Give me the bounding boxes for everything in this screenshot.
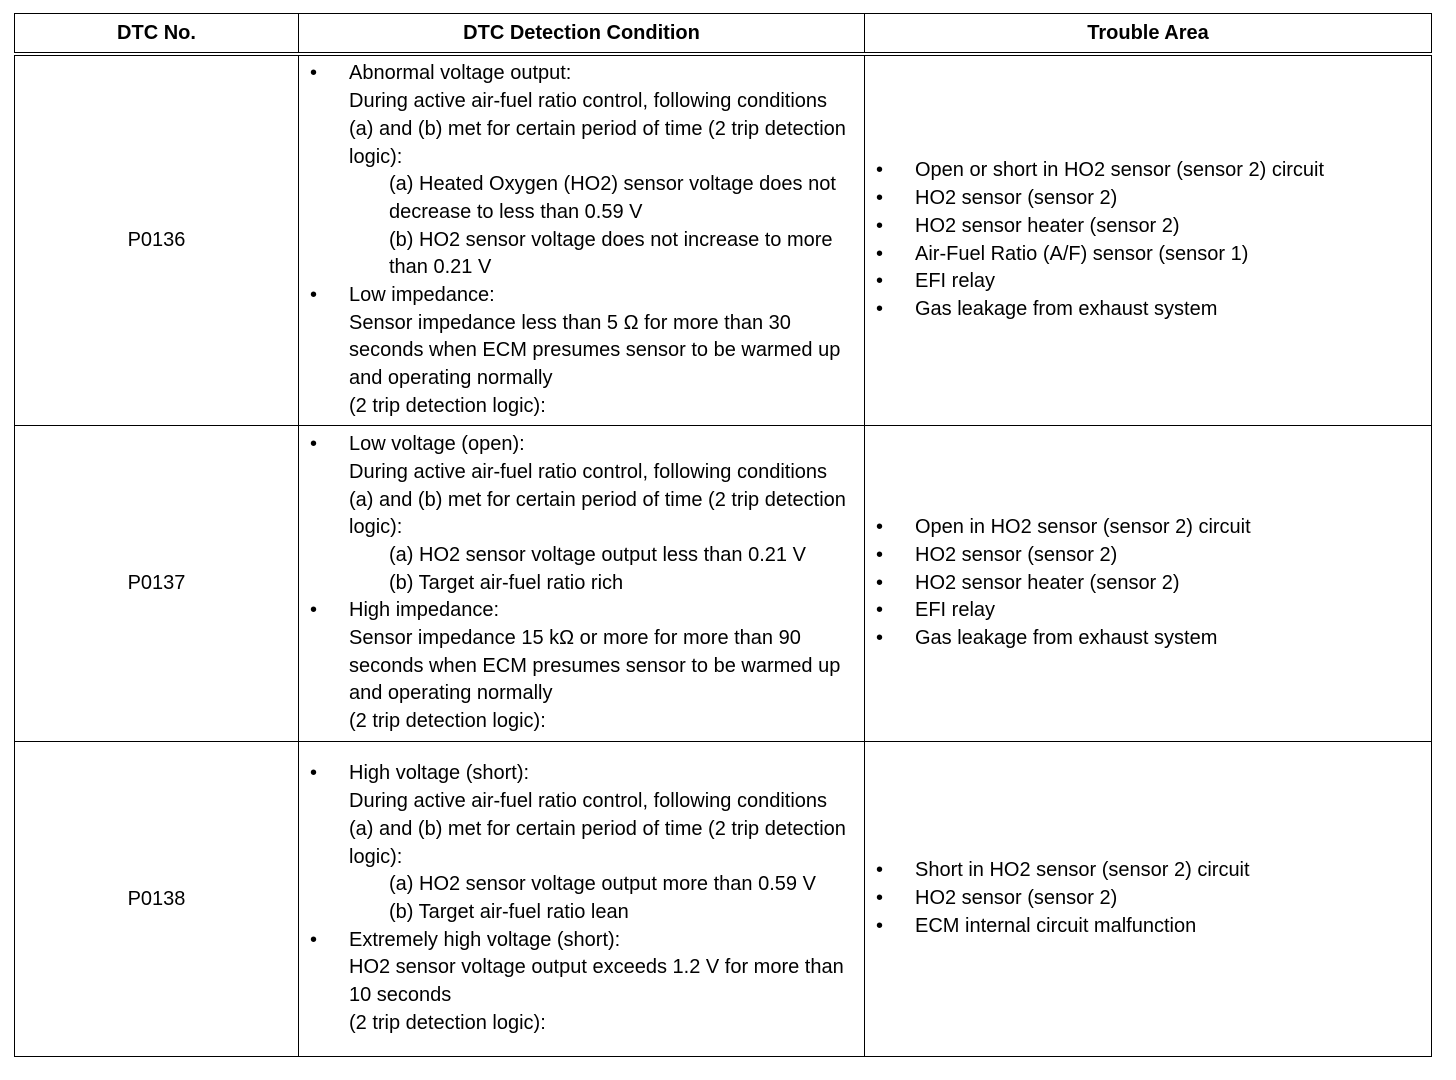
table-row [15, 742, 1432, 1057]
trouble-item: • HO2 sensor heater (sensor 2) [865, 570, 1431, 598]
trouble-area-cell [865, 54, 1432, 426]
trouble-item: • HO2 sensor (sensor 2) [865, 885, 1431, 913]
trouble-item: • EFI relay [865, 597, 1431, 625]
condition-description: HO2 sensor voltage output exceeds 1.2 V for more than 10 seconds [349, 956, 844, 1007]
condition-sub-item: (a) Heated Oxygen (HO2) sensor voltage does not decrease to less than 0.59 V [389, 173, 836, 223]
trouble-item: • ECM internal circuit malfunction [865, 913, 1431, 941]
trouble-item: • Air-Fuel Ratio (A/F) sensor (sensor 1) [865, 241, 1431, 269]
condition-sub-item: (b) Target air-fuel ratio lean [389, 901, 629, 923]
condition-description: During active air-fuel ratio control, following conditions (a) and (b) met for certain period of time (2 trip detection logic): [349, 460, 846, 539]
header-trouble-area: Trouble Area [865, 14, 1432, 55]
trouble-area-cell [865, 742, 1432, 1057]
detection-condition-cell [299, 54, 865, 426]
condition-item [299, 431, 852, 597]
condition-item [299, 60, 852, 282]
condition-title: • Extremely high voltage (short): [349, 928, 621, 951]
condition-description: During active air-fuel ratio control, following conditions (a) and (b) met for certain period of time (2 trip detection logic): [349, 790, 846, 868]
condition-description: Sensor impedance 15 kΩ or more for more than 90 seconds when ECM presumes sensor to be warmed up and operating normally [349, 627, 841, 705]
trouble-item: • Gas leakage from exhaust system [865, 625, 1431, 653]
table-row [15, 426, 1432, 742]
condition-item [299, 282, 852, 421]
condition-list [299, 60, 864, 420]
condition-item [299, 927, 852, 1038]
trouble-area-cell [865, 426, 1432, 742]
condition-logic: (2 trip detection logic): [349, 1011, 546, 1034]
condition-sub-item: (a) HO2 sensor voltage output less than 0.21 V [389, 543, 806, 566]
dtc-code: P0137 [15, 426, 299, 742]
condition-description: During active air-fuel ratio control, following conditions (a) and (b) met for certain period of time (2 trip detection logic): [349, 90, 846, 168]
detection-condition-cell [299, 742, 865, 1057]
trouble-item: • Short in HO2 sensor (sensor 2) circuit [865, 857, 1431, 885]
detection-condition-cell [299, 426, 865, 742]
trouble-item: • Open or short in HO2 sensor (sensor 2) circuit [865, 157, 1431, 185]
condition-sub-item: (b) Target air-fuel ratio rich [389, 571, 624, 594]
header-row [15, 14, 1432, 55]
condition-sub-item: (b) HO2 sensor voltage does not increase to more than 0.21 V [389, 228, 833, 279]
condition-item [299, 597, 852, 736]
condition-title: • High impedance: [349, 599, 500, 622]
trouble-item: • HO2 sensor (sensor 2) [865, 185, 1431, 213]
condition-list [299, 760, 864, 1037]
condition-title: • High voltage (short): [349, 762, 530, 785]
condition-list [299, 431, 864, 736]
condition-title: • Abnormal voltage output: [349, 62, 572, 85]
trouble-list [865, 857, 1431, 940]
dtc-code: P0138 [15, 742, 299, 1057]
condition-logic: (2 trip detection logic): [349, 710, 546, 733]
dtc-code: P0136 [15, 54, 299, 426]
trouble-item: • HO2 sensor (sensor 2) [865, 542, 1431, 570]
condition-title: • Low impedance: [349, 284, 495, 307]
trouble-item: • HO2 sensor heater (sensor 2) [865, 213, 1431, 241]
trouble-list [865, 157, 1431, 323]
dtc-table [14, 13, 1432, 1057]
condition-item [299, 760, 852, 926]
condition-description: Sensor impedance less than 5 Ω for more than 30 seconds when ECM presumes sensor to be warmed up and operating normally [349, 311, 841, 390]
trouble-item: • EFI relay [865, 268, 1431, 296]
header-dtc-no: DTC No. [15, 14, 299, 55]
condition-sub-item: (a) HO2 sensor voltage output more than 0.59 V [389, 873, 816, 896]
header-detection-condition: DTC Detection Condition [299, 14, 865, 55]
table-row [15, 54, 1432, 426]
trouble-list [865, 514, 1431, 653]
trouble-item: • Open in HO2 sensor (sensor 2) circuit [865, 514, 1431, 542]
condition-logic: (2 trip detection logic): [349, 394, 546, 417]
trouble-item: • Gas leakage from exhaust system [865, 296, 1431, 324]
condition-title: • Low voltage (open): [349, 433, 525, 456]
